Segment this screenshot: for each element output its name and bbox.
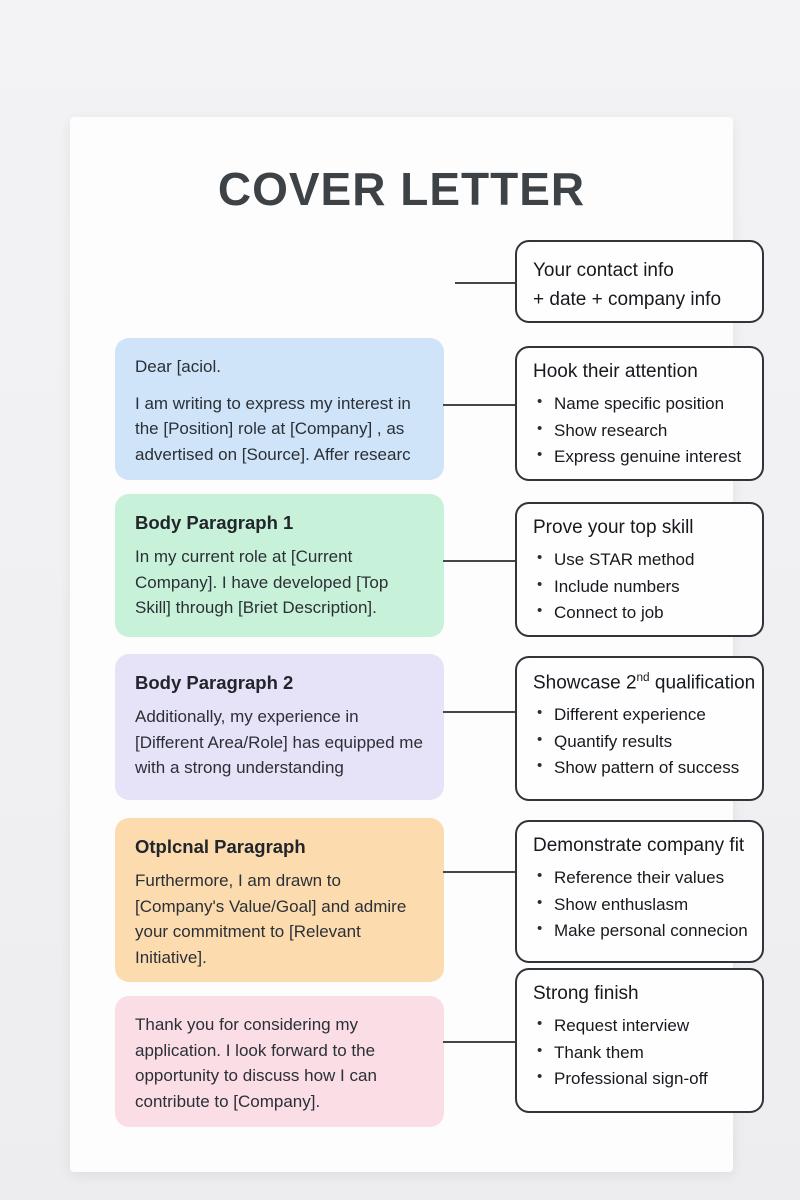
- bullet-item: • Show pattern of success: [533, 755, 750, 782]
- title-text: qualification: [649, 672, 756, 694]
- connector-line: [443, 404, 515, 406]
- body-paragraph-2-text: Additionally, my experience in [Different Area/Role] has equipped me with a strong understanding: [135, 707, 423, 777]
- bullet-item: • Request interview: [533, 1013, 750, 1040]
- connector-line: [443, 711, 515, 713]
- bullet-item: • Show research: [533, 418, 750, 445]
- connector-line: [455, 282, 515, 284]
- connector-line: [443, 560, 515, 562]
- salutation-text: Dear [aciol.: [135, 357, 221, 376]
- bullet-item: • Reference their values: [533, 865, 750, 892]
- body-paragraph-1-box: [115, 494, 444, 637]
- bullet-item: • Show enthuslasm: [533, 892, 750, 919]
- callout-hook-attention: [515, 346, 764, 481]
- callout-contact-info: [515, 240, 764, 323]
- opening-paragraph-text: I am writing to express my interest in the [Position] role at [Company] , as advertised on [Source]. Affer researc: [135, 393, 411, 464]
- body-paragraph-2-heading: Body Paragraph 2: [135, 672, 294, 693]
- title-superscript: nd: [636, 671, 650, 684]
- bullet-item: • Use STAR method: [533, 547, 750, 574]
- bullet-item: • Thank them: [533, 1040, 750, 1067]
- opening-paragraph-box: [115, 338, 444, 480]
- body-paragraph-1-text: In my current role at [Current Company]. I have developed [Top Skill] through [Briet Description].: [135, 547, 389, 617]
- bullet-item: • Quantify results: [533, 729, 750, 756]
- callout-company-fit-title: Demonstrate company fit: [533, 835, 745, 856]
- optional-paragraph-heading: Otplcnal Paragraph: [135, 836, 306, 857]
- callout-prove-skill-list: [533, 547, 750, 627]
- optional-paragraph-text: Furthermore, I am drawn to [Company's Value/Goal] and admire your commitment to [Relevant Initiative].: [135, 871, 407, 967]
- callout-second-qualification-list: [533, 702, 750, 782]
- body-paragraph-2-box: [115, 654, 444, 800]
- callout-contact-info-line-2: + date + company info: [533, 289, 722, 311]
- bullet-item: • Make personal connecion: [533, 918, 750, 945]
- page-title: COVER LETTER: [217, 163, 586, 215]
- body-paragraph-1-heading: Body Paragraph 1: [135, 512, 294, 533]
- callout-company-fit-list: [533, 865, 750, 945]
- callout-company-fit: [515, 820, 764, 963]
- bullet-item: • Different experience: [533, 702, 750, 729]
- callout-strong-finish-title: Strong finish: [533, 983, 639, 1004]
- callout-strong-finish: [515, 968, 764, 1113]
- bullet-item: • Include numbers: [533, 574, 750, 601]
- callout-strong-finish-list: [533, 1013, 750, 1093]
- bullet-item: • Name specific position: [533, 391, 750, 418]
- callout-prove-skill: [515, 502, 764, 637]
- connector-line: [443, 871, 515, 873]
- closing-paragraph-text: Thank you for considering my application. I look forward to the opportunity to discuss how I can contribute to [Company].: [135, 1015, 377, 1111]
- connector-line: [443, 1041, 515, 1043]
- callout-contact-info-line-1: Your contact info: [533, 260, 674, 281]
- bullet-item: • Connect to job: [533, 600, 750, 627]
- title-text: Showcase 2: [533, 672, 637, 694]
- callout-second-qualification-title: [533, 671, 756, 694]
- callout-prove-skill-title: Prove your top skill: [533, 517, 694, 538]
- bullet-item: • Professional sign-off: [533, 1066, 750, 1093]
- optional-paragraph-box: [115, 818, 444, 982]
- callout-hook-attention-list: [533, 391, 750, 471]
- closing-paragraph-box: [115, 996, 444, 1127]
- callout-hook-attention-title: Hook their attention: [533, 361, 698, 382]
- bullet-item: • Express genuine interest: [533, 444, 750, 471]
- callout-second-qualification: [515, 656, 764, 801]
